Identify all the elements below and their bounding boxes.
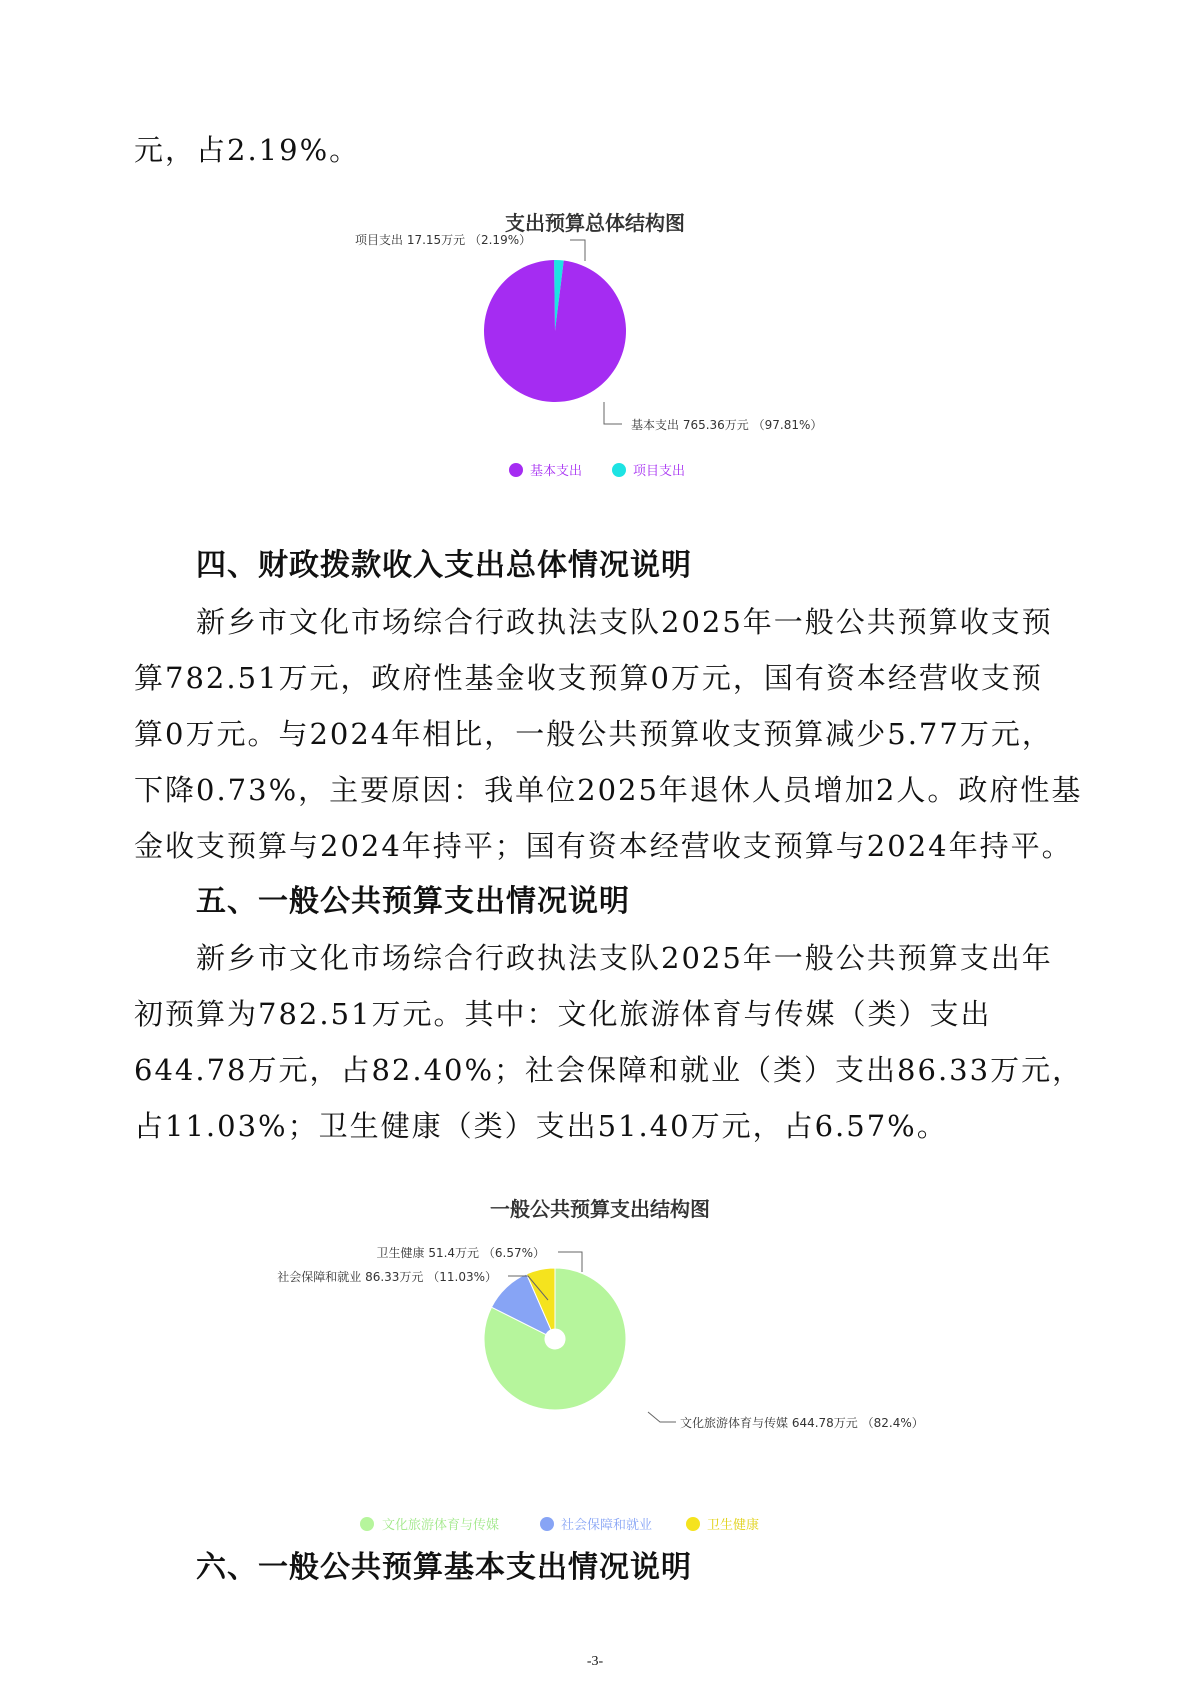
chart2-title: 一般公共预算支出结构图 [490, 1197, 710, 1221]
section5-line-1: 初预算为782.51万元。其中：文化旅游体育与传媒（类）支出 [134, 997, 992, 1031]
section4-line-2: 算0万元。与2024年相比，一般公共预算收支预算减少5.77万元， [134, 717, 1053, 751]
legend2-culture[interactable]: 文化旅游体育与传媒 [382, 1518, 500, 1533]
section6-heading: 六、一般公共预算基本支出情况说明 [196, 1550, 692, 1585]
section5-heading: 五、一般公共预算支出情况说明 [196, 884, 630, 919]
chart2-pie [484, 1268, 626, 1410]
chart2-label-health: 卫生健康 51.4万元 （6.57%） [376, 1246, 545, 1260]
legend2-social[interactable]: 社会保障和就业 [561, 1518, 653, 1533]
chart1-label-project: 项目支出 17.15万元 （2.19%） [355, 233, 532, 247]
legend2-marker-social [540, 1517, 554, 1531]
section4-heading: 四、财政拨款收入支出总体情况说明 [196, 548, 692, 583]
section5-line-0: 新乡市文化市场综合行政执法支队2025年一般公共预算支出年 [196, 941, 1053, 975]
legend1-project[interactable]: 项目支出 [633, 464, 686, 479]
legend2-marker-health [686, 1517, 700, 1531]
section4-line-3: 下降0.73%，主要原因：我单位2025年退休人员增加2人。政府性基 [134, 773, 1083, 807]
legend2-health[interactable]: 卫生健康 [707, 1518, 760, 1533]
page-number: -3- [586, 1654, 604, 1669]
chart2-svg [0, 1190, 1190, 1550]
chart1-label-basic: 基本支出 765.36万元 （97.81%） [631, 418, 823, 432]
chart1-pie [484, 260, 626, 402]
legend1-marker-project [612, 463, 626, 477]
chart2-leader-culture [648, 1412, 676, 1422]
legend1-basic[interactable]: 基本支出 [530, 464, 583, 479]
section4-line-4: 金收支预算与2024年持平；国有资本经营收支预算与2024年持平。 [134, 829, 1073, 863]
top-line: 元，占2.19%。 [134, 133, 361, 167]
chart1-leader-basic [604, 402, 622, 424]
chart2-label-culture: 文化旅游体育与传媒 644.78万元 （82.4%） [680, 1416, 924, 1430]
chart1-svg [0, 200, 1190, 500]
chart1-leader-project [570, 240, 585, 261]
legend1-marker-basic [509, 463, 523, 477]
chart2-label-social: 社会保障和就业 86.33万元 （11.03%） [277, 1270, 497, 1284]
section4-line-0: 新乡市文化市场综合行政执法支队2025年一般公共预算收支预 [196, 605, 1053, 639]
chart1-title: 支出预算总体结构图 [505, 211, 685, 235]
section5-line-2: 644.78万元，占82.40%；社会保障和就业（类）支出86.33万元， [134, 1053, 1084, 1087]
chart-general-budget-structure [0, 1190, 1190, 1550]
section5-line-3: 占11.03%；卫生健康（类）支出51.40万元，占6.57%。 [134, 1109, 948, 1143]
chart-expenditure-structure [0, 200, 1190, 500]
section4-line-1: 算782.51万元，政府性基金收支预算0万元，国有资本经营收支预 [134, 661, 1043, 695]
legend2-marker-culture [360, 1517, 374, 1531]
